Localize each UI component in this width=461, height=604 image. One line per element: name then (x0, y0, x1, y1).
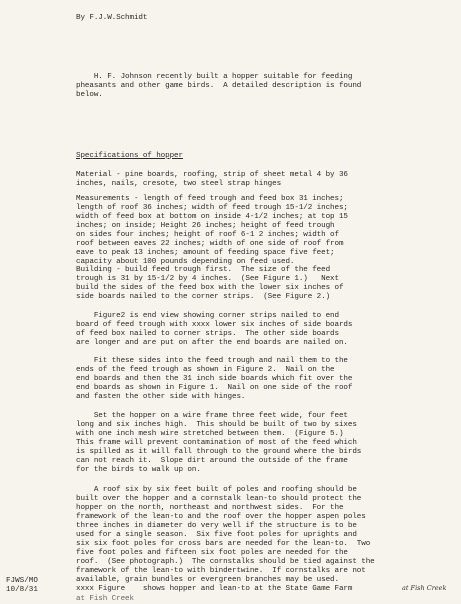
text-line: can not reach it. Slope dirt around the outside of the frame (76, 457, 348, 465)
text-line: for the birds to walk up on. (76, 466, 201, 474)
text-line: Figure2 is end view showing corner strips nailed to end (76, 312, 339, 320)
handwritten-note: at Fish Creek (402, 584, 447, 592)
text-line: available, grain bundles or evergreen branches may be used. (76, 576, 339, 584)
text-line: Measurements - length of feed trough and feed box 31 inches; (76, 195, 344, 203)
text-line: framework of the lean-to with bindertwine. If cornstalks are not (76, 567, 366, 575)
text-line: pheasants and other game birds. A detailed description is found (76, 82, 362, 90)
text-line: length of roof 36 inches; width of feed trough 15-1/2 inches; (76, 204, 348, 212)
text-line: ends of the feed trough as shown in Figure 2. Nail on the (76, 366, 335, 374)
text-line: This frame will prevent contamination of most of the feed which (76, 439, 357, 447)
text-line: used for a single season. Six five foot poles for uprights and (76, 531, 357, 539)
text-line: built over the hopper and a cornstalk lean-to should protect the (76, 495, 362, 503)
text-line: six six foot poles for cross bars are needed for the lean-to. Two (76, 540, 371, 548)
text-line: framework of the lean-to and the roof over the hopper aspen poles (76, 513, 366, 521)
text-line: inches, nails, cresote, two steel strap hinges (76, 180, 282, 188)
text-line: xxxx Figure shows hopper and lean-to at the State Game Farm (76, 585, 353, 593)
text-line: build the sides of the feed box with the lower six inches of (76, 284, 344, 292)
text-line: on sides four inches; height of roof 6-1 2 inches; width of (76, 231, 339, 239)
text-line: end boards as shown in Figure 1. Nail on one side of the roof (76, 384, 353, 392)
text-line: roof. (See photograph.) The cornstalks should be tied against the (76, 558, 375, 566)
text-line: end boards and then the 31 inch side boards which fit over the (76, 375, 353, 383)
text-line: inches; on inside; Height 26 inches; height of feed trough (76, 222, 335, 230)
byline: By F.J.W.Schmidt (76, 14, 148, 22)
text-line: with one inch mesh wire stretched between them. (Figure 5.) (76, 430, 344, 438)
text-line: A roof six by six feet built of poles and roofing should be (76, 486, 357, 494)
text-line: capacity about 100 pounds depending on feed used. (76, 258, 295, 266)
cut-off-line: at Fish Creek (76, 595, 134, 603)
text-line: hopper on the north, northeast and northwest sides. For the (76, 504, 344, 512)
text-line: and fasten the other side with hinges. (76, 393, 246, 401)
text-line: Fit these sides into the feed trough and nail them to the (76, 357, 348, 365)
measurements-paragraph (76, 195, 348, 267)
intro-paragraph (76, 73, 361, 100)
text-line: five foot poles and fifteen six foot poles are needed for the (76, 549, 348, 557)
margin-date: 10/8/31 (6, 586, 38, 594)
text-line: long and six inches high. This should be built of two by sixes (76, 421, 357, 429)
text-line: Building - build feed trough first. The size of the feed (76, 266, 331, 274)
text-line: side boards nailed to the corner strips. (See Figure 2.) (76, 293, 331, 301)
text-line: board of feed trough with xxxx lower six inches of side boards (76, 321, 353, 329)
text-line: width of feed box at bottom on inside 4-1/2 inches; at top 15 (76, 213, 348, 221)
text-line: H. F. Johnson recently built a hopper suitable for feeding (76, 73, 353, 81)
set-hopper-paragraph (76, 412, 361, 475)
building-paragraph (76, 266, 343, 302)
text-line: below. (76, 91, 103, 99)
text-line: of feed box nailed to corner strips. The other side boards (76, 330, 339, 338)
margin-initials: FJWS/MO (6, 577, 38, 585)
material-paragraph (76, 171, 348, 189)
text-line: are longer and are put on after the end boards are nailed on. (76, 339, 348, 347)
figure2-paragraph (76, 312, 352, 348)
text-line: Set the hopper on a wire frame three feet wide, four feet (76, 412, 348, 420)
text-line: three inches in diameter do very well if the structure is to be (76, 522, 357, 530)
text-line: eave to peak 13 inches; amount of feeding space five feet; (76, 249, 335, 257)
spec-heading: Specifications of hopper (76, 152, 183, 160)
roof-paragraph (76, 486, 375, 594)
text-line: trough is 31 by 15-1/2 by 4 inches. (See Figure 1.) Next (76, 275, 339, 283)
text-line: roof between eaves 22 inches; width of one side of roof from (76, 240, 344, 248)
fit-sides-paragraph (76, 357, 352, 402)
text-line: Material - pine boards, roofing, strip of sheet metal 4 by 36 (76, 171, 348, 179)
text-line: is spilled as it will fall through to the ground where the birds (76, 448, 362, 456)
